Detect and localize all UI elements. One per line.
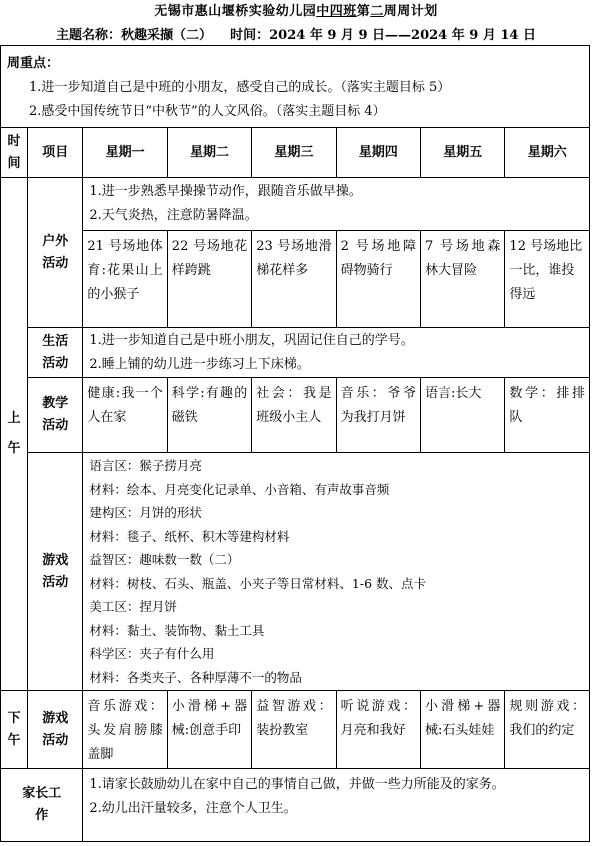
teaching-label — [28, 378, 83, 453]
focus-cell — [1, 46, 590, 128]
parents-note-1: 1.请家长鼓励幼儿在家中自己的事情自己做，并做一些力所能及的家务。 — [89, 777, 505, 792]
parents-label-2: 作 — [35, 808, 49, 823]
game-line-4: 材料：毯子、纸杯、积木等建构材料 — [89, 528, 290, 544]
parents-label-1: 家长工 — [22, 786, 62, 801]
outdoor-notes — [83, 178, 590, 231]
life-notes — [83, 328, 590, 378]
outdoor-wed: 23 号场地滑梯花样多 — [252, 231, 336, 328]
afternoon-game-label — [28, 691, 83, 769]
teaching-mon: 健康:我一个人在家 — [83, 378, 167, 453]
outdoor-thu: 2 号场地障碍物骑行 — [336, 231, 420, 328]
outdoor-label-1: 户外 — [42, 233, 69, 249]
parents-notes — [83, 769, 590, 842]
game-row — [1, 453, 590, 691]
focus-row — [1, 46, 590, 128]
header-day-fri: 星期五 — [421, 128, 505, 178]
afternoon-char-2: 午 — [7, 732, 21, 748]
afternoon-game-label-2: 活动 — [42, 732, 69, 748]
morning-char-1: 上 — [7, 411, 21, 426]
parents-row — [1, 769, 590, 842]
afternoon-row — [1, 691, 590, 769]
teaching-wed: 社会：我是班级小主人 — [252, 378, 336, 453]
outdoor-mon: 21 号场地体育:花果山上的小猴子 — [83, 231, 167, 328]
game-line-9: 科学区：夹子有什么用 — [89, 646, 215, 661]
header-day-tue: 星期二 — [167, 128, 251, 178]
header-time-char-2: 间 — [7, 155, 21, 171]
game-label — [28, 453, 83, 691]
focus-item-1: 1.进一步知道自己是中班的小朋友，感受自己的成长。（落实主题目标 5） — [29, 80, 451, 95]
life-label-2: 活动 — [42, 355, 69, 371]
game-line-7: 美工区：捏月饼 — [89, 599, 177, 614]
afternoon-char-1: 下 — [7, 710, 21, 726]
teaching-fri: 语言:长大 — [421, 378, 505, 453]
subtitle: 主题名称：秋趣采撷（二） 时间：2024 年 9 月 9 日——2024 年 9 月 14 日 — [56, 28, 536, 43]
outdoor-note-1: 1.进一步熟悉早操操节动作，跟随音乐做早操。 — [89, 184, 362, 199]
header-time-char-1: 时 — [7, 133, 21, 149]
outdoor-notes-row — [1, 178, 590, 231]
page-title — [0, 0, 592, 19]
header-row — [1, 128, 590, 178]
focus-heading: 周重点： — [7, 56, 60, 71]
life-label — [28, 328, 83, 378]
life-note-2: 2.睡上铺的幼儿进一步练习上下床梯。 — [89, 357, 310, 372]
parents-label — [1, 769, 83, 842]
title-suffix: 周周计划 — [383, 4, 438, 19]
header-time — [1, 128, 28, 178]
afternoon-label — [1, 691, 28, 769]
game-line-8: 材料：黏土、装饰物、黏土工具 — [89, 622, 265, 638]
title-school: 无锡市惠山堰桥实验幼儿园 — [154, 4, 317, 19]
game-line-1: 语言区：猴子捞月亮 — [89, 458, 202, 473]
header-day-thu: 星期四 — [336, 128, 420, 178]
teaching-row — [1, 378, 590, 453]
title-di: 第 — [356, 4, 371, 19]
title-class: 中四班 — [316, 4, 357, 19]
teaching-label-1: 教学 — [42, 396, 69, 411]
outdoor-label-2: 活动 — [42, 255, 69, 271]
header-item: 项目 — [28, 128, 83, 178]
teaching-thu: 音乐：爷爷为我打月饼 — [336, 378, 420, 453]
outdoor-label — [28, 178, 83, 328]
focus-item-2: 2.感受中国传统节日“中秋节”的人文风俗。（落实主题目标 4） — [29, 104, 386, 119]
life-note-1: 1.进一步知道自己是中班小朋友，巩固记住自己的学号。 — [89, 333, 414, 348]
outdoor-sat: 12 号场地比一比，谁投得远 — [505, 231, 590, 328]
teaching-label-2: 活动 — [42, 418, 69, 433]
afternoon-sat: 规则游戏：我们的约定 — [505, 691, 590, 769]
afternoon-mon: 音乐游戏：头发肩膀膝盖脚 — [83, 691, 167, 769]
morning-char-2: 午 — [7, 441, 21, 456]
game-line-5: 益智区：趣味数一数（二） — [89, 552, 240, 567]
afternoon-thu: 听说游戏：月亮和我好 — [336, 691, 420, 769]
morning-label — [1, 178, 28, 691]
afternoon-fri: 小滑梯+器械:石头娃娃 — [421, 691, 505, 769]
life-row — [1, 328, 590, 378]
game-label-1: 游戏 — [42, 552, 69, 568]
game-label-2: 活动 — [42, 574, 69, 590]
teaching-sat: 数学：排排队 — [505, 378, 590, 453]
outdoor-days-row — [1, 231, 590, 328]
game-line-10: 材料：各类夹子、各种厚薄不一的物品 — [89, 669, 302, 685]
afternoon-wed: 益智游戏：装扮教室 — [252, 691, 336, 769]
life-label-1: 生活 — [42, 333, 69, 349]
afternoon-tue: 小滑梯+器械:创意手印 — [167, 691, 251, 769]
game-line-2: 材料：绘本、月亮变化记录单、小音箱、有声故事音频 — [89, 481, 390, 497]
outdoor-tue: 22 号场地花样跨跳 — [167, 231, 251, 328]
game-areas — [83, 453, 590, 691]
afternoon-game-label-1: 游戏 — [42, 710, 69, 726]
game-line-3: 建构区：月饼的形状 — [89, 505, 202, 520]
header-day-mon: 星期一 — [83, 128, 167, 178]
teaching-tue: 科学:有趣的磁铁 — [167, 378, 251, 453]
parents-note-2: 2.幼儿出汗量较多，注意个人卫生。 — [89, 801, 297, 816]
weekly-plan-table — [0, 45, 590, 842]
game-line-6: 材料：树枝、石头、瓶盖、小夹子等日常材料、1-6 数、点卡 — [89, 575, 426, 591]
header-day-sat: 星期六 — [505, 128, 590, 178]
outdoor-fri: 7 号场地森林大冒险 — [421, 231, 505, 328]
outdoor-note-2: 2.天气炎热，注意防暑降温。 — [89, 208, 258, 223]
header-day-wed: 星期三 — [252, 128, 336, 178]
title-week-number: 二 — [370, 4, 384, 19]
